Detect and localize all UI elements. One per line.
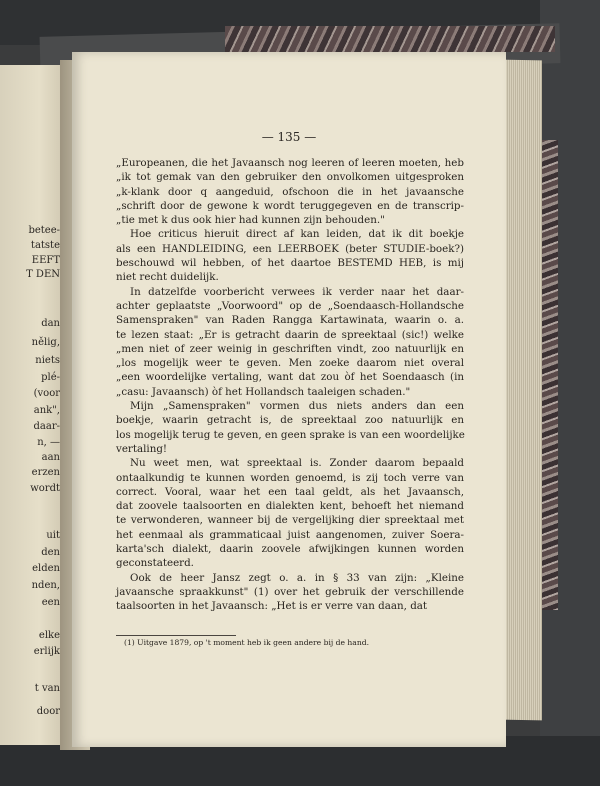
text-line: „schrift door de gewone k wordt teruggegeven en de transcrip- [116,199,464,212]
text-line: karta'sch dialekt, daarin zoovele afwijkingen kunnen worden [116,543,464,556]
text-line: als een HANDLEIDING, een LEERBOEK (beter STUDIE-boek?) [116,242,464,255]
left-page-line: t van [34,683,60,694]
text-line: „een woordelijke vertaling, want dat zou òf het Soendaasch (in [116,371,464,384]
left-page-line: nden, [31,580,60,591]
left-page-line: door [36,706,60,717]
text-line: correct. Vooral, waar het een taal geldt, als het Javaansch, [116,485,464,498]
text-line: achter geplaatste „Voorwoord" op de „Soendaasch-Hollandsche [116,299,464,312]
left-page-line: elden [32,563,60,574]
text-line: beschouwd wil hebben, of het daartoe BESTEMD HEB, is mij [116,257,464,270]
right-page [72,52,506,747]
text-line: het eenmaal als grammaticaal juist aangenomen, zuiver Soera- [116,528,464,541]
text-line: te verwonderen, wanneer bij de vergelijking dier spreektaal met [116,514,464,527]
text-line: niet recht duidelijk. [116,271,219,284]
left-page-line: T DEN [26,269,60,280]
text-line: los mogelijk terug te geven, en geen sprake is van een woordelijke [116,428,465,441]
text-line: Ook de heer Jansz zegt o. a. in § 33 van zijn: „Kleine [130,571,464,584]
left-page-line: uit [46,530,60,541]
text-line: boekje, waarin getracht is, de spreektaal zoo natuurlijk en [116,414,464,427]
left-page-line: erzen [31,467,60,478]
footnote-rule [116,635,236,636]
left-page-line: tatste [30,240,60,251]
left-page-line: nělig, [31,337,60,348]
left-page-line: erlijk [33,646,60,657]
left-page-line: een [41,597,60,608]
left-page-line: (voor [33,388,60,399]
text-line: „Europeanen, die het Javaansch nog leeren of leeren moeten, heb [116,157,464,169]
text-line: taalsoorten in het Javaansch: „Het is er verre van daan, dat [116,600,428,613]
left-page-line: dan [41,318,60,329]
body-text [116,156,464,614]
text-line: javaansche spraakkunst" (1) over het gebruik der verschillende [116,585,464,598]
text-line: Nu weet men, wat spreektaal is. Zonder daarom bepaald [130,457,464,470]
text-line: dat zoovele taalsoorten en dialekten kent, behoeft het niemand [116,500,464,513]
text-line: Samenspraken" van Raden Rangga Kartawinata, waarin o. a. [116,314,464,327]
text-line: ontaalkundig te kunnen worden genoemd, is zij toch verre van [116,471,464,484]
left-page-line: wordt [30,483,60,494]
page-edges [500,60,542,721]
text-line: te lezen staat: „Er is getracht daarin de spreektaal (sic!) welke [116,328,464,341]
left-page-line: ank", [33,405,60,416]
text-line: vertaling! [116,442,168,455]
left-page-line: betee- [28,225,60,236]
text-line: „men niet of zeer weinig in geschriften vindt, zoo natuurlijk en [116,342,464,355]
left-page-line: EEFT [31,255,60,266]
text-line: „casu: Javaansch) òf het Hollandsch taaleigen schaden." [116,385,411,398]
left-page-line: den [41,547,60,558]
text-line: „k-klank door q aangeduid, ofschoon die in het javaansche [116,185,464,198]
text-line: „tie met k dus ook hier had kunnen zijn behouden." [116,214,385,227]
text-line: In datzelfde voorbericht verwees ik verder naar het daar- [130,285,464,298]
left-page-line: niets [35,355,60,366]
text-line: geconstateerd. [116,557,194,570]
page-number: — 135 — [261,130,317,144]
left-page-line: aan [41,452,60,463]
left-page-line: n, — [37,437,60,448]
text-line: Mijn „Samenspraken" vormen dus niets anders dan een [130,400,464,413]
text-line: Hoe criticus hieruit direct af kan leiden, dat ik dit boekje [130,228,464,241]
footnote: (1) Uitgave 1879, op 't moment heb ik geen andere bij de hand. [124,638,369,647]
text-line: „ik tot gemak van den gebruiker den onvolkomen uitgesproken [116,171,464,184]
left-page-line: daar- [33,421,60,432]
text-line: „los mogelijk weer te geven. Men zoeke daarom niet overal [116,357,464,370]
left-page-line: plé- [41,372,60,383]
left-page-line: elke [38,630,60,641]
marbled-cover-top [225,26,555,52]
